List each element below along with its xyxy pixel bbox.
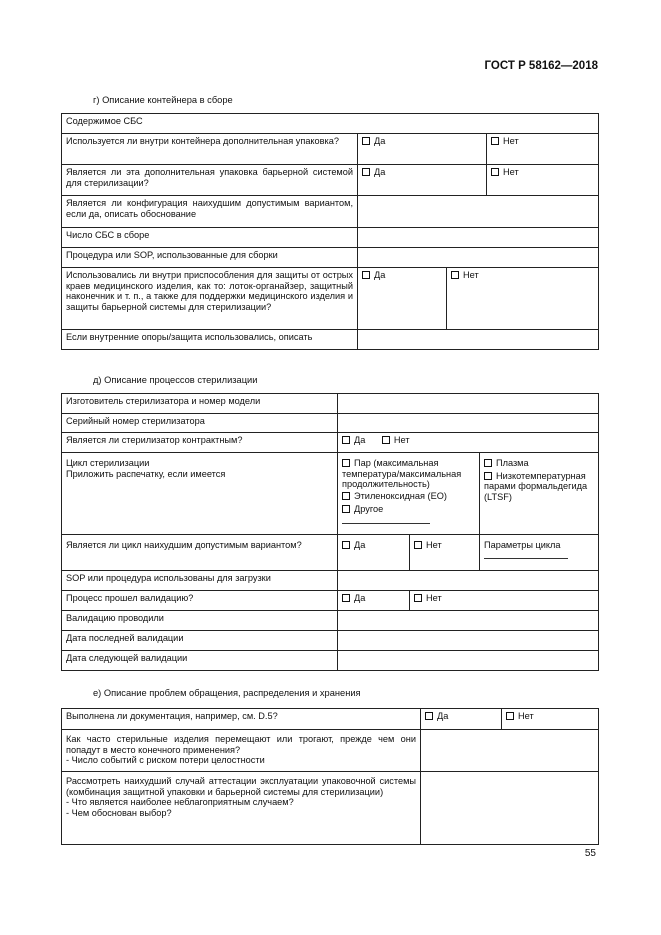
row-label: Как часто стерильные изделия перемещают или трогают, прежде чем они попадут в место конечного применения? xyxy=(66,734,416,755)
other-input-line[interactable] xyxy=(342,523,430,524)
option-label: Нет xyxy=(503,136,519,146)
row-label: Рассмотреть наихудший случай аттестации эксплуатации упаковочной системы (комбинация защитной упаковки и барьерной системы для стерилизации) xyxy=(66,776,416,797)
row-label: Дата последней валидации xyxy=(62,631,338,651)
row-label: Является ли стерилизатор контрактным? xyxy=(62,433,338,453)
option-label: Да xyxy=(374,136,386,146)
row-sublabel: - Что является наиболее неблагоприятным случаем? xyxy=(66,797,294,808)
table-row xyxy=(62,114,599,134)
checkbox-no[interactable] xyxy=(414,594,422,602)
row-label: Дата следующей валидации xyxy=(62,651,338,671)
checkbox-steam[interactable] xyxy=(342,459,350,467)
row-label: SOP или процедура использованы для загрузки xyxy=(62,571,338,591)
row-label: Процедура или SOP, использованные для сборки xyxy=(62,248,358,268)
row-sublabel: - Чем обоснован выбор? xyxy=(66,807,172,818)
checkbox-yes[interactable] xyxy=(362,168,370,176)
option-label: Нет xyxy=(463,270,479,280)
answer-field[interactable] xyxy=(338,571,599,591)
table-row xyxy=(62,165,599,196)
option-label: Нет xyxy=(518,711,534,721)
row-label: Число СБС в сборе xyxy=(62,228,358,248)
option-label: Этиленоксидная (ЕО) xyxy=(354,490,447,501)
table-row xyxy=(62,196,599,228)
table-row xyxy=(62,611,599,631)
row-label: Цикл стерилизации xyxy=(66,458,150,468)
checkbox-yes[interactable] xyxy=(342,541,350,549)
answer-field[interactable] xyxy=(421,772,599,845)
answer-field[interactable] xyxy=(338,611,599,631)
row-label: Является ли цикл наихудшим допустимым вариантом? xyxy=(62,535,338,571)
answer-field[interactable] xyxy=(421,730,599,772)
checkbox-plasma[interactable] xyxy=(484,459,492,467)
answer-field[interactable] xyxy=(358,330,599,350)
option-label: Да xyxy=(354,435,366,445)
checkbox-yes[interactable] xyxy=(342,436,350,444)
option-label: Да xyxy=(354,540,366,550)
answer-field[interactable] xyxy=(338,414,599,433)
checkbox-no[interactable] xyxy=(506,712,514,720)
table-row xyxy=(62,591,599,611)
cycle-params-label: Параметры цикла xyxy=(484,540,561,550)
checkbox-other[interactable] xyxy=(342,505,350,513)
checkbox-yes[interactable] xyxy=(342,594,350,602)
answer-field[interactable] xyxy=(338,651,599,671)
row-sublabel: Приложить распечатку, если имеется xyxy=(66,468,226,479)
container-assembly-table xyxy=(61,113,599,350)
page-number: 55 xyxy=(584,848,596,859)
option-label: Нет xyxy=(503,167,519,177)
table-row xyxy=(62,134,599,165)
checkbox-no[interactable] xyxy=(491,137,499,145)
answer-field[interactable] xyxy=(358,228,599,248)
table-row xyxy=(62,453,599,535)
standard-header: ГОСТ Р 58162—2018 xyxy=(484,60,598,72)
row-label: Выполнена ли документация, например, см. D.5? xyxy=(62,709,421,730)
row-sublabel: - Число событий с риском потери целостности xyxy=(66,755,265,766)
option-label: Другое xyxy=(354,504,384,515)
option-label: Да xyxy=(437,711,449,721)
checkbox-no[interactable] xyxy=(491,168,499,176)
row-label: Содержимое СБС xyxy=(62,114,599,134)
checkbox-yes[interactable] xyxy=(362,271,370,279)
row-label: Используется ли внутри контейнера дополнительная упаковка? xyxy=(62,134,358,165)
section-g-title: г) Описание контейнера в сборе xyxy=(93,95,233,105)
option-label: Нет xyxy=(426,593,442,603)
answer-field[interactable] xyxy=(338,631,599,651)
row-label: Валидацию проводили xyxy=(62,611,338,631)
sterilization-table xyxy=(61,393,599,671)
table-row xyxy=(62,394,599,414)
option-label: Да xyxy=(374,167,386,177)
row-label: Использовались ли внутри приспособления для защиты от острых краев медицинского изделия, как то: лоток-органайзер, защитный наконечник и т. п., а также для поддержки медицинского изделия и защиты барьерной системы для стерилизации? xyxy=(62,268,358,330)
option-label: Нет xyxy=(393,435,410,445)
table-row xyxy=(62,709,599,730)
table-row xyxy=(62,535,599,571)
answer-field[interactable] xyxy=(338,394,599,414)
checkbox-yes[interactable] xyxy=(362,137,370,145)
table-row xyxy=(62,730,599,772)
row-label: Серийный номер стерилизатора xyxy=(62,414,338,433)
table-row xyxy=(62,228,599,248)
option-label: Нет xyxy=(426,540,442,550)
option-label: Плазма xyxy=(496,458,529,468)
table-row xyxy=(62,433,599,453)
table-row xyxy=(62,651,599,671)
row-label: Является ли конфигурация наихудшим допустимым вариантом, если да, описать обоснование xyxy=(62,196,358,228)
checkbox-eo[interactable] xyxy=(342,492,350,500)
row-label: Если внутренние опоры/защита использовались, описать xyxy=(62,330,358,350)
checkbox-yes[interactable] xyxy=(425,712,433,720)
cycle-params-input-line[interactable] xyxy=(484,558,568,559)
row-label: Изготовитель стерилизатора и номер модели xyxy=(62,394,338,414)
answer-field[interactable] xyxy=(358,196,599,228)
table-row xyxy=(62,571,599,591)
table-row xyxy=(62,772,599,845)
option-label: Низкотемпературная парами формальдегида (LTSF) xyxy=(484,470,588,502)
checkbox-no[interactable] xyxy=(451,271,459,279)
option-label: Пар (максимальная температура/максимальная продолжительность) xyxy=(342,458,462,490)
checkbox-ltsf[interactable] xyxy=(484,472,492,480)
table-row xyxy=(62,414,599,433)
handling-table xyxy=(61,708,599,845)
table-row xyxy=(62,268,599,330)
checkbox-no[interactable] xyxy=(382,436,390,444)
answer-field[interactable] xyxy=(358,248,599,268)
option-label: Да xyxy=(354,593,366,603)
table-row xyxy=(62,330,599,350)
section-e-title: е) Описание проблем обращения, распределения и хранения xyxy=(93,688,361,698)
option-label: Да xyxy=(374,270,386,280)
row-label: Является ли эта дополнительная упаковка барьерной системой для стерилизации? xyxy=(62,165,358,196)
checkbox-no[interactable] xyxy=(414,541,422,549)
table-row xyxy=(62,631,599,651)
row-label: Процесс прошел валидацию? xyxy=(62,591,338,611)
table-row xyxy=(62,248,599,268)
section-d-title: д) Описание процессов стерилизации xyxy=(93,375,258,385)
